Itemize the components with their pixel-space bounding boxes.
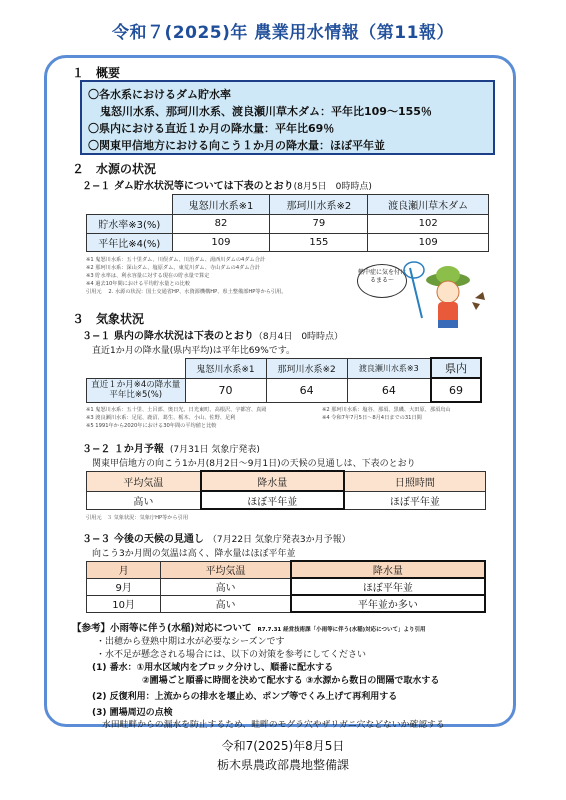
dam-cell: 102 <box>368 215 489 234</box>
footer-org: 栃木県農政部農地整備課 <box>216 758 349 772</box>
page-title: 令和７(2025)年 農業用水情報（第11報） <box>112 23 454 43</box>
f1-col-rain: 降水量 <box>201 471 344 491</box>
reference-bullet1: ・出穂から登熟中期は水が必要なシーズンです <box>96 637 285 647</box>
rain-cell-pref: 69 <box>431 378 481 402</box>
rain-notes-right: ※2 那珂川水系：塩谷、那須、黒磯、大田原、那須烏山 ※4 令和7年7月5日～8月4日までの31日間 <box>322 407 451 421</box>
dam-cell: 155 <box>270 233 368 252</box>
dam-table <box>86 194 489 252</box>
dam-row-label: 貯水率※3(%) <box>87 215 173 234</box>
reference-item3: (3) 圃場周辺の点検 <box>92 708 173 718</box>
f1-cell: ほぼ平年並 <box>344 491 486 509</box>
mascot-speech-bubble: 熱中症に気を付けるまる～ <box>357 264 407 298</box>
rain-col-pref: 県内 <box>431 358 481 378</box>
rain-row-label: 直近１か月※4の降水量平年比※5(%) <box>87 378 186 402</box>
rain-cell: 64 <box>347 378 431 402</box>
dam-col-watarase: 渡良瀬川草木ダム <box>368 195 489 215</box>
rain-table <box>86 357 482 403</box>
summary-line1: 〇各水系におけるダム貯水率 <box>88 88 231 101</box>
dam-col-kinu: 鬼怒川水系※1 <box>172 195 270 215</box>
rain-cell: 64 <box>266 378 347 402</box>
f3-col-rain: 降水量 <box>291 561 485 578</box>
reference-item2: (2) 反復利用：上流からの排水を堰止め、ポンプ等でくみ上げて再利用する <box>92 692 398 702</box>
reference-bullet2: ・水不足が懸念される場合には、以下の対策を参考にしてください <box>96 650 367 660</box>
reference-item1: (1) 番水：①用水区域内をブロック分けし、順番に配水する <box>92 663 334 673</box>
section3-1-text: 直近1か月の降水量(県内平均)は平年比69%です。 <box>92 346 296 356</box>
f3-cell: 高い <box>161 578 291 595</box>
f3-cell: 10月 <box>87 595 161 612</box>
section2-heading: ２ 水源の状況 <box>72 162 157 176</box>
rain-cell: 70 <box>185 378 266 402</box>
dam-cell: 109 <box>368 233 489 252</box>
mascot-illustration <box>400 258 490 338</box>
forecast-1month-table <box>86 470 486 510</box>
f3-cell-rain: ほぼ平年並 <box>291 578 485 595</box>
f1-col-sun: 日照時間 <box>344 471 486 491</box>
section3-2-sub: ３−２ １か月予報 (7月31日 気象庁発表) <box>82 444 260 455</box>
f1-cell-rain: ほぼ平年並 <box>201 491 344 509</box>
f3-col-month: 月 <box>87 561 161 578</box>
reference-item1b: ②圃場ごと順番に時間を決めて配水する ③水源から数日の間隔で取水する <box>142 676 440 686</box>
f3-cell: 9月 <box>87 578 161 595</box>
f1-cell: 高い <box>87 491 201 509</box>
forecast-3month-table <box>86 560 486 613</box>
section2-sub: ２−１ ダム貯水状況等については下表のとおり(8月5日 0時時点) <box>82 181 372 192</box>
section3-2-text: 関東甲信地方の向こう1か月(8月2日～9月1日)の天候の見通しは、下表のとおり <box>92 459 416 469</box>
summary-line3: 〇県内における直近１か月の降水量：平年比69％ <box>88 122 335 135</box>
dam-cell: 109 <box>172 233 270 252</box>
section3-3-sub: ３−３ 今後の天候の見通し （7月22日 気象庁発表3か月予報） <box>82 534 351 545</box>
dam-row-label: 平年比※4(%) <box>87 233 173 252</box>
rain-col-watarase: 渡良瀬川水系※3 <box>347 358 431 378</box>
reference-item3b: 水田畦畔からの漏水を防止するため、畦畔のモグラ穴やザリガニ穴などないか確認する <box>102 720 445 730</box>
section3-1-sub: ３−１ 県内の降水状況は下表のとおり（8月4日 0時時点） <box>82 331 344 342</box>
rain-table-corner <box>87 358 186 378</box>
summary-line4: 〇関東甲信地方における向こう１か月の降水量：ほぼ平年並 <box>88 139 385 152</box>
section3-heading: ３ 気象状況 <box>72 312 145 326</box>
dam-table-corner <box>87 195 173 215</box>
rain-notes-left: ※1 鬼怒川水系：五十里、土呂部、奥日光、日光東町、高根沢、宇都宮、真岡 ※3 渡良瀬川水系：足尾、鹿沼、葛生、栃木、小山、佐野、足利 ※5 1991年から2020年における30年間の平均値と比較 <box>86 407 267 429</box>
reference-title: 【参考】小雨等に伴う(水稲)対応について R7.7.31 経営技術課「小雨等に伴う(水稲)対応について」より引用 <box>72 623 426 634</box>
section3-3-text: 向こう3か月間の気温は高く、降水量はほぼ平年並 <box>92 549 296 559</box>
summary-line2: 鬼怒川水系、那珂川水系、渡良瀬川草木ダム：平年比109～155％ <box>100 105 432 118</box>
footer-date: 令和7(2025)年8月5日 <box>221 739 345 753</box>
f1-col-temp: 平均気温 <box>87 471 201 491</box>
dam-cell: 79 <box>270 215 368 234</box>
dam-cell: 82 <box>172 215 270 234</box>
forecast-note: 引用元 ３ 気象状況：気象庁HP等から引用 <box>86 515 189 521</box>
dam-notes: ※1 鬼怒川水系：五十里ダム、川俣ダム、川治ダム、湯西川ダムの4ダム合計 ※2 那珂川水系：深山ダム、塩原ダム、東荒川ダム、寺山ダムの4ダム合計 ※3 貯水率は、利水容量に対する現在の貯水量で算定 ※4 過去10年間における平均貯水量との比較 引用元 2. 水源の状況：国土交通省HP、水資源機構HP、県土整備部HP等から引用。 <box>86 257 287 295</box>
rain-col-naka: 那珂川水系※2 <box>266 358 347 378</box>
rain-col-kinu: 鬼怒川水系※1 <box>185 358 266 378</box>
dam-col-naka: 那珂川水系※2 <box>270 195 368 215</box>
section1-heading: １ 概要 <box>72 66 121 80</box>
f3-cell: 高い <box>161 595 291 612</box>
f3-cell-rain: 平年並か多い <box>291 595 485 612</box>
summary-box <box>80 80 495 155</box>
f3-col-temp: 平均気温 <box>161 561 291 578</box>
